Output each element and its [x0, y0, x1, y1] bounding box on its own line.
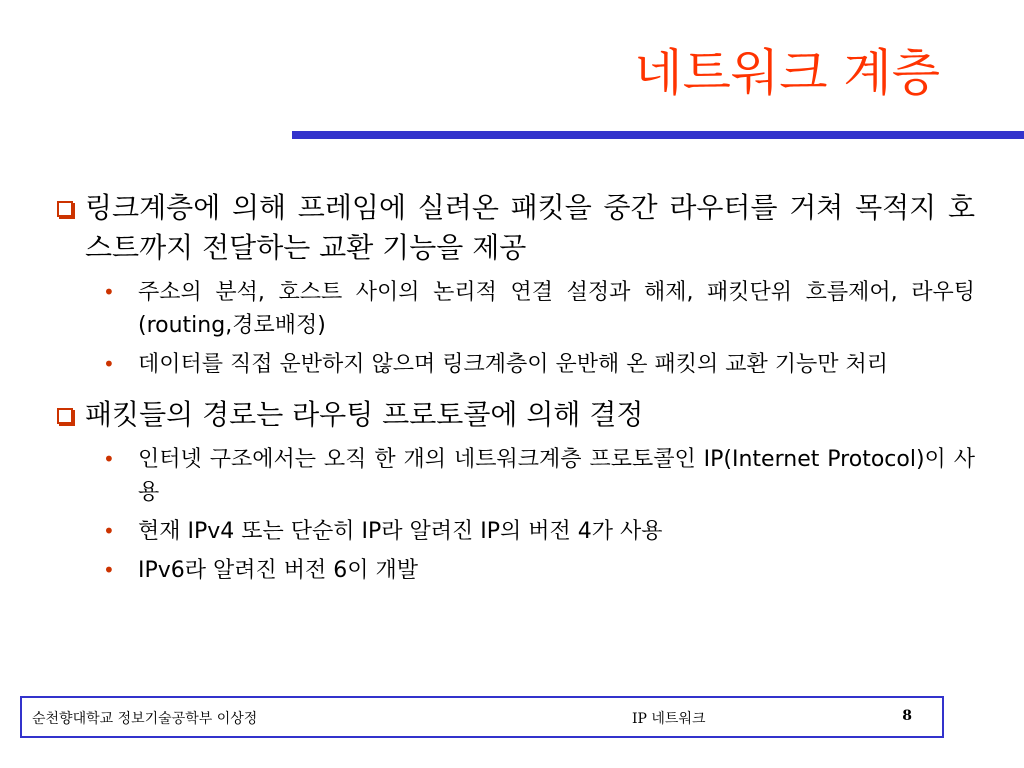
- bullet-2-text: 패킷들의 경로는 라우팅 프로토콜에 의해 결정: [85, 398, 644, 431]
- bullet-1-sub-1-text: 주소의 분석, 호스트 사이의 논리적 연결 설정과 해제, 패킷단위 흐름제어, 라우팅(routing,경로배정): [138, 280, 975, 338]
- dot-bullet-icon: •: [103, 352, 115, 376]
- page-number: 8: [902, 708, 912, 724]
- dot-bullet-icon: •: [103, 280, 115, 304]
- slide-content: [55, 188, 975, 593]
- slide-title: 네트워크 계층: [634, 44, 940, 102]
- square-bullet-icon: [55, 188, 85, 228]
- footer-author: 순천향대학교 정보기술공학부 이상정: [32, 711, 258, 727]
- bullet-2-sub-1-text: 인터넷 구조에서는 오직 한 개의 네트워크계층 프로토콜인 IP(Internet Protocol)이 사용: [138, 447, 975, 505]
- bullet-1: [55, 188, 975, 268]
- title-underline: [292, 131, 1024, 139]
- bullet-2-sub-3-text: IPv6라 알려진 버전 6이 개발: [138, 558, 419, 583]
- footer-course: IP 네트워크: [632, 711, 706, 727]
- bullet-1-sub-2: [103, 348, 975, 381]
- bullet-1-sub-1: [103, 276, 975, 342]
- dot-bullet-icon: •: [103, 558, 115, 582]
- bullet-2-sub-3: [103, 554, 975, 587]
- dot-bullet-icon: •: [103, 519, 115, 543]
- bullet-2-sub-2-text: 현재 IPv4 또는 단순히 IP라 알려진 IP의 버전 4가 사용: [138, 519, 663, 544]
- square-bullet-icon: [55, 395, 85, 435]
- bullet-1-text: 링크계층에 의해 프레임에 실려온 패킷을 중간 라우터를 거쳐 목적지 호스트까지 전달하는 교환 기능을 제공: [85, 191, 975, 264]
- bullet-2: [55, 395, 975, 435]
- bullet-2-sub-2: [103, 515, 975, 548]
- slide-footer: [20, 696, 944, 738]
- dot-bullet-icon: •: [103, 447, 115, 471]
- bullet-2-sub-1: [103, 443, 975, 509]
- bullet-1-sub-2-text: 데이터를 직접 운반하지 않으며 링크계층이 운반해 온 패킷의 교환 기능만 처리: [138, 352, 888, 377]
